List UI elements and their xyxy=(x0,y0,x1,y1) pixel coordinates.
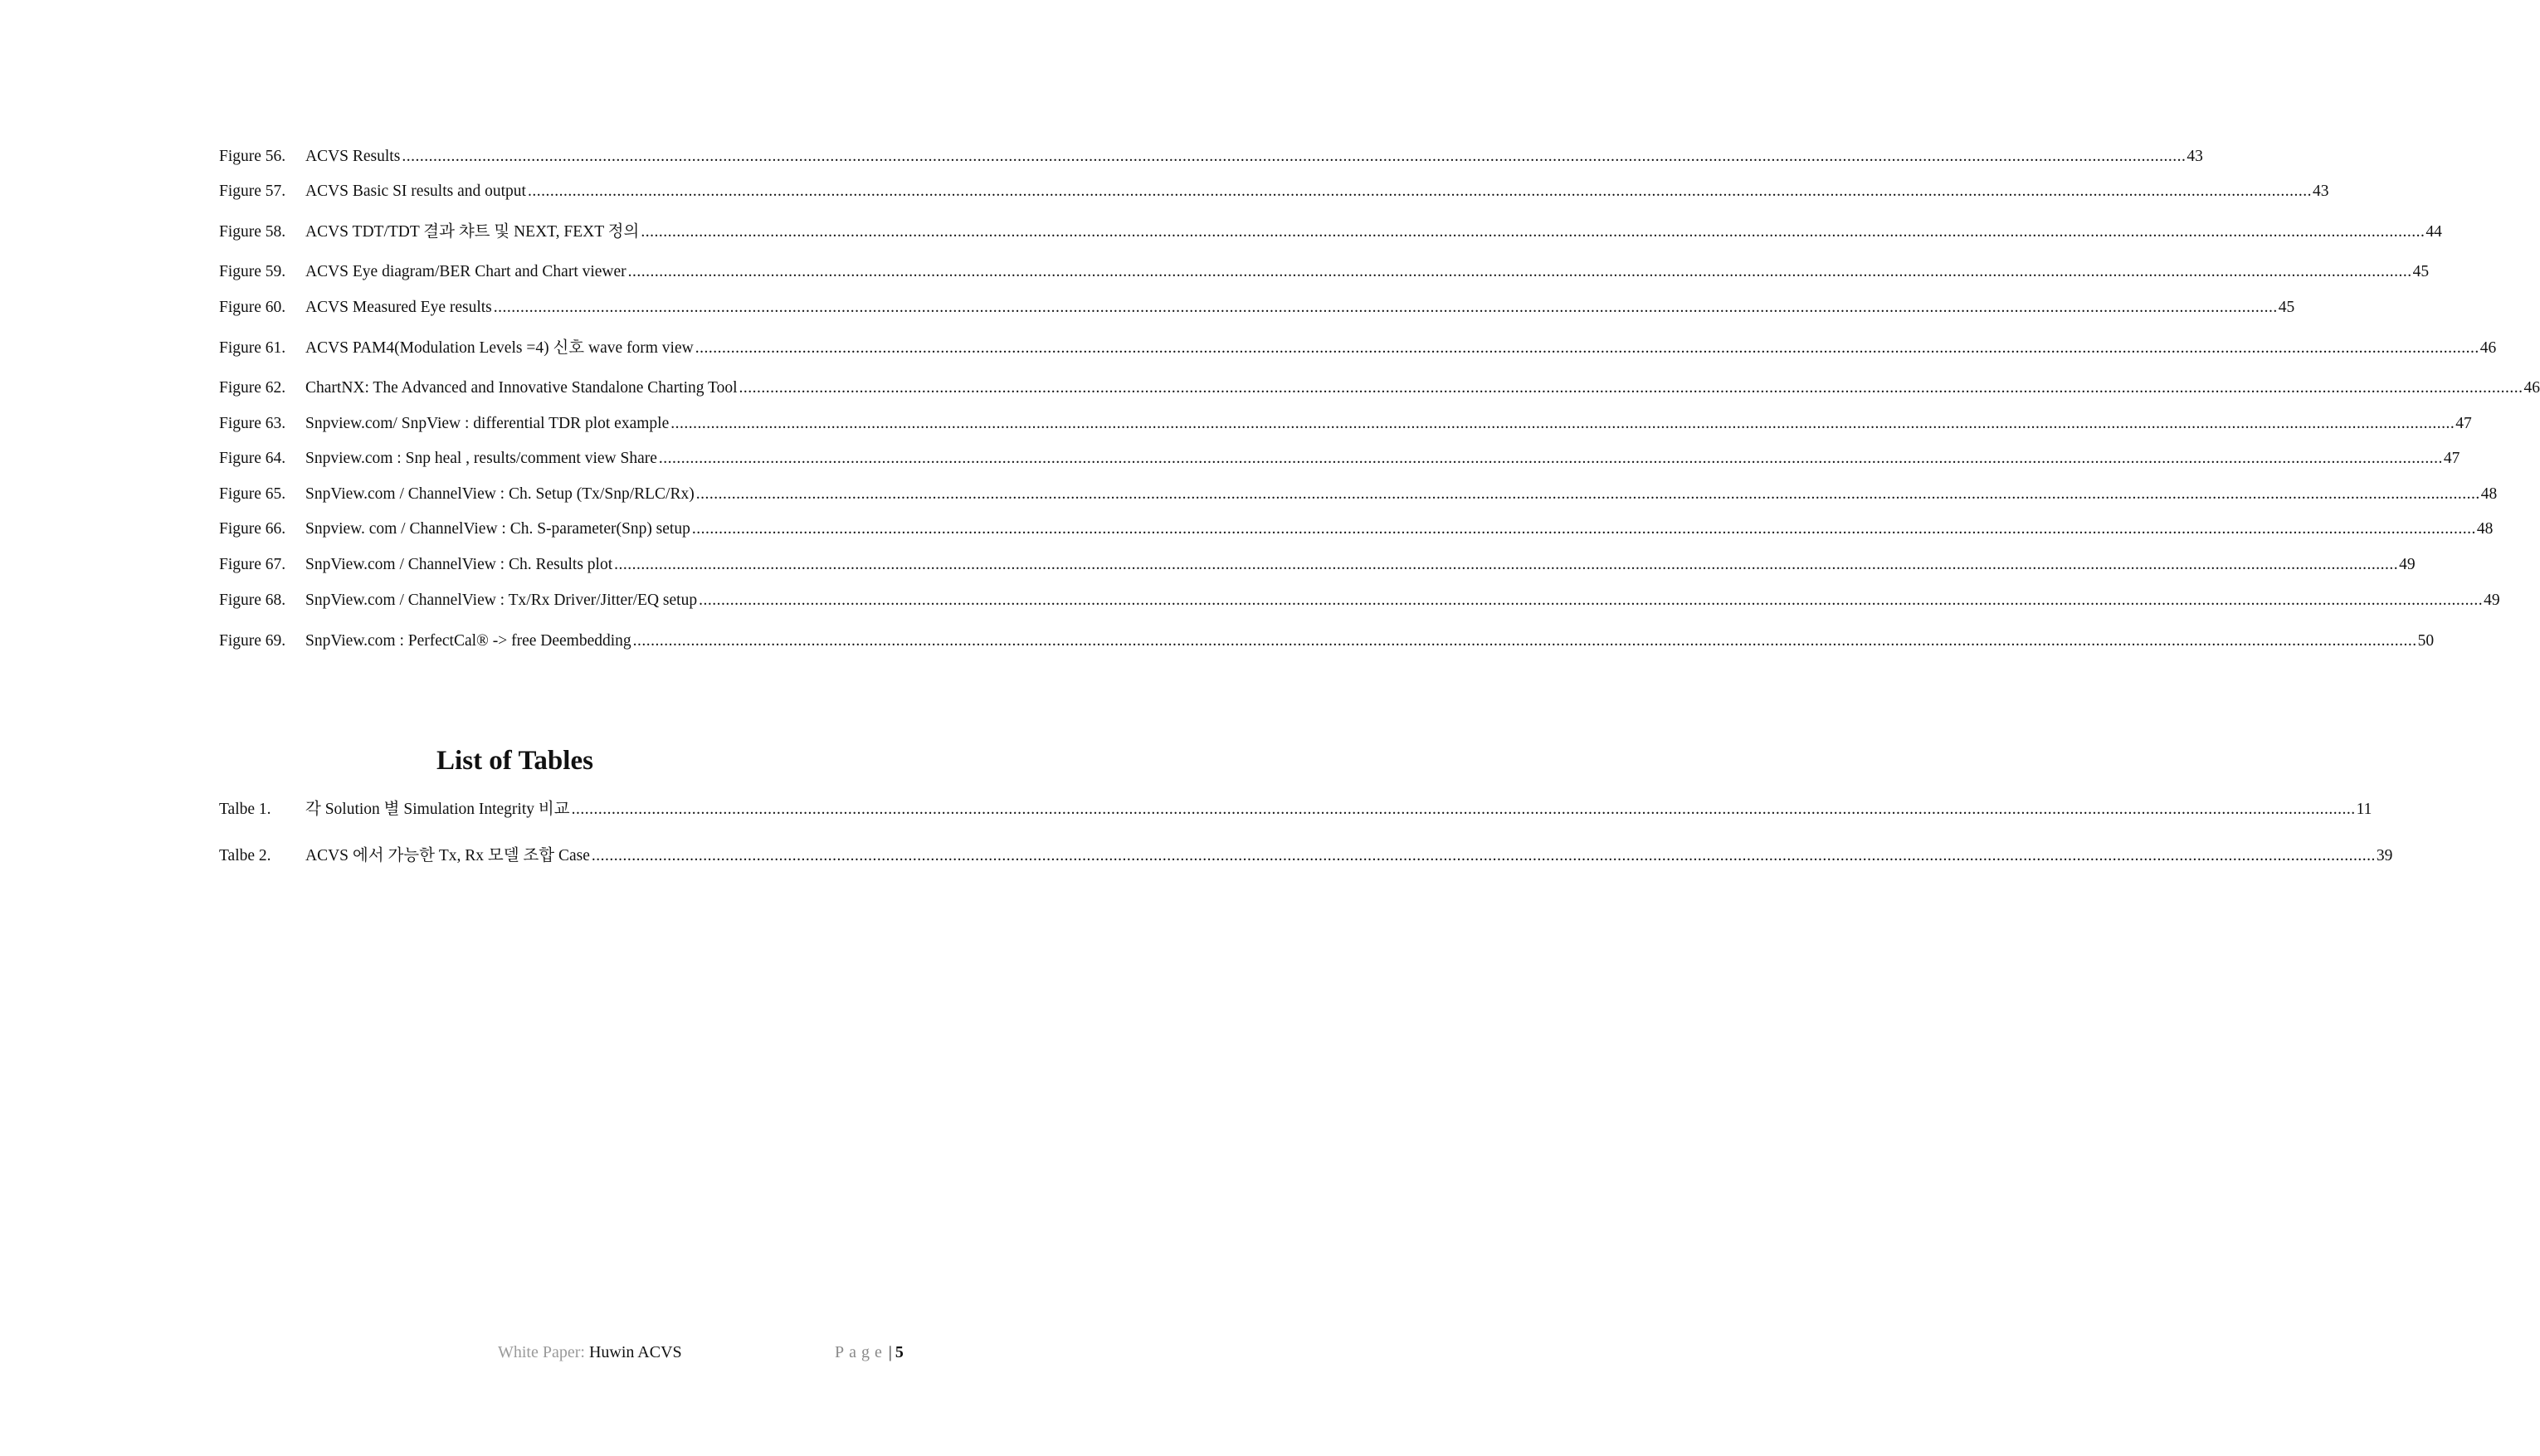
toc-entry[interactable] xyxy=(219,484,2498,505)
toc-entry[interactable] xyxy=(219,338,2497,359)
toc-entry[interactable] xyxy=(219,799,2372,821)
dot-leader: ................................................................................................................................................................................................................................................................................................................................................................................................................ xyxy=(493,299,2278,316)
entry-number: Figure 63. xyxy=(219,415,286,432)
entry-number: Figure 64. xyxy=(219,450,286,467)
entry-title: ACVS Results xyxy=(305,148,401,165)
entry-page: 46 xyxy=(2479,339,2497,357)
dot-leader: ................................................................................................................................................................................................................................................................................................................................................................................................................ xyxy=(591,847,2376,864)
dot-leader: ................................................................................................................................................................................................................................................................................................................................................................................................................ xyxy=(641,223,2425,241)
footer-page-indicator xyxy=(835,1342,904,1363)
entry-number: Figure 66. xyxy=(219,520,286,538)
entry-title: ACVS PAM4(Modulation Levels =4) 신호 wave form view xyxy=(305,339,694,357)
entry-page: 47 xyxy=(2443,450,2460,467)
entry-title: Snpview. com / ChannelView : Ch. S-parameter(Snp) setup xyxy=(305,520,690,538)
entry-number: Figure 65. xyxy=(219,485,286,503)
entry-number: Figure 60. xyxy=(219,299,286,316)
entry-title: ACVS Basic SI results and output xyxy=(305,183,526,200)
footer-label: White Paper: xyxy=(498,1343,585,1361)
entry-page: 48 xyxy=(2476,520,2494,538)
entry-number: Figure 62. xyxy=(219,379,286,397)
entry-title: SnpView.com : PerfectCal® -> free Deembedding xyxy=(305,632,631,650)
entry-page: 44 xyxy=(2425,223,2442,241)
entry-page: 47 xyxy=(2455,415,2472,432)
entry-number: Figure 69. xyxy=(219,632,286,650)
dot-leader: ................................................................................................................................................................................................................................................................................................................................................................................................................ xyxy=(402,148,2187,165)
dot-leader: ................................................................................................................................................................................................................................................................................................................................................................................................................ xyxy=(632,632,2417,650)
entry-number: Talbe 2. xyxy=(219,847,271,864)
entry-number: Figure 57. xyxy=(219,183,286,200)
entry-title: ACVS 에서 가능한 Tx, Rx 모델 조합 Case xyxy=(305,847,590,864)
entry-number: Figure 61. xyxy=(219,339,286,357)
entry-page: 49 xyxy=(2399,556,2416,573)
toc-entry[interactable] xyxy=(219,181,2329,202)
entry-page: 49 xyxy=(2484,592,2500,609)
toc-entry[interactable] xyxy=(219,222,2442,243)
entry-number: Figure 56. xyxy=(219,148,286,165)
entry-number: Figure 58. xyxy=(219,223,286,241)
entry-title: SnpView.com / ChannelView : Ch. Setup (Tx/Snp/RLC/Rx) xyxy=(305,485,695,503)
toc-entry[interactable] xyxy=(219,448,2460,470)
entry-title: ChartNX: The Advanced and Innovative Standalone Charting Tool xyxy=(305,379,738,397)
toc-entry[interactable] xyxy=(219,377,2540,399)
entry-number: Figure 59. xyxy=(219,263,286,280)
entry-page: 43 xyxy=(2187,148,2203,165)
dot-leader: ................................................................................................................................................................................................................................................................................................................................................................................................................ xyxy=(614,556,2399,573)
page-number: 5 xyxy=(895,1343,904,1361)
toc-entry[interactable] xyxy=(219,554,2416,576)
list-of-tables-heading: List of Tables xyxy=(436,746,593,776)
toc-entry[interactable] xyxy=(219,519,2494,540)
entry-number: Talbe 1. xyxy=(219,801,271,818)
entry-page: 11 xyxy=(2356,801,2372,818)
toc-entry[interactable] xyxy=(219,146,2203,168)
dot-leader: ................................................................................................................................................................................................................................................................................................................................................................................................................ xyxy=(571,801,2356,818)
entry-title: SnpView.com / ChannelView : Tx/Rx Driver/Jitter/EQ setup xyxy=(305,592,698,609)
page-word: Page xyxy=(835,1343,887,1361)
toc-entry[interactable] xyxy=(219,297,2295,319)
entry-title: 각 Solution 별 Simulation Integrity 비교 xyxy=(305,801,570,818)
entry-page: 45 xyxy=(2278,299,2295,316)
entry-title: ACVS Measured Eye results xyxy=(305,299,492,316)
dot-leader: ................................................................................................................................................................................................................................................................................................................................................................................................................ xyxy=(695,339,2479,357)
entry-number: Figure 67. xyxy=(219,556,286,573)
entry-page: 39 xyxy=(2376,847,2393,864)
dot-leader: ................................................................................................................................................................................................................................................................................................................................................................................................................ xyxy=(739,379,2523,397)
dot-leader: ................................................................................................................................................................................................................................................................................................................................................................................................................ xyxy=(627,263,2412,280)
entry-page: 50 xyxy=(2417,632,2435,650)
dot-leader: ................................................................................................................................................................................................................................................................................................................................................................................................................ xyxy=(658,450,2443,467)
dot-leader: ................................................................................................................................................................................................................................................................................................................................................................................................................ xyxy=(691,520,2476,538)
toc-entry[interactable] xyxy=(219,261,2430,283)
entry-title: SnpView.com / ChannelView : Ch. Results plot xyxy=(305,556,613,573)
page-separator: | xyxy=(888,1343,892,1361)
entry-title: Snpview.com/ SnpView : differential TDR plot example xyxy=(305,415,670,432)
dot-leader: ................................................................................................................................................................................................................................................................................................................................................................................................................ xyxy=(695,485,2480,503)
entry-title: ACVS TDT/TDT 결과 챠트 및 NEXT, FEXT 정의 xyxy=(305,223,640,241)
dot-leader: ................................................................................................................................................................................................................................................................................................................................................................................................................ xyxy=(699,592,2484,609)
footer-document-title xyxy=(498,1342,682,1363)
toc-entry[interactable] xyxy=(219,413,2472,435)
toc-entry[interactable] xyxy=(219,590,2500,611)
entry-page: 43 xyxy=(2312,183,2329,200)
dot-leader: ................................................................................................................................................................................................................................................................................................................................................................................................................ xyxy=(527,183,2312,200)
entry-page: 48 xyxy=(2480,485,2498,503)
dot-leader: ................................................................................................................................................................................................................................................................................................................................................................................................................ xyxy=(670,415,2455,432)
toc-entry[interactable] xyxy=(219,631,2435,652)
entry-title: ACVS Eye diagram/BER Chart and Chart viewer xyxy=(305,263,626,280)
entry-page: 45 xyxy=(2412,263,2430,280)
entry-number: Figure 68. xyxy=(219,592,286,609)
entry-page: 46 xyxy=(2523,379,2540,397)
entry-title: Snpview.com : Snp heal , results/comment view Share xyxy=(305,450,657,467)
toc-entry[interactable] xyxy=(219,845,2393,867)
footer-product: Huwin ACVS xyxy=(588,1343,682,1361)
